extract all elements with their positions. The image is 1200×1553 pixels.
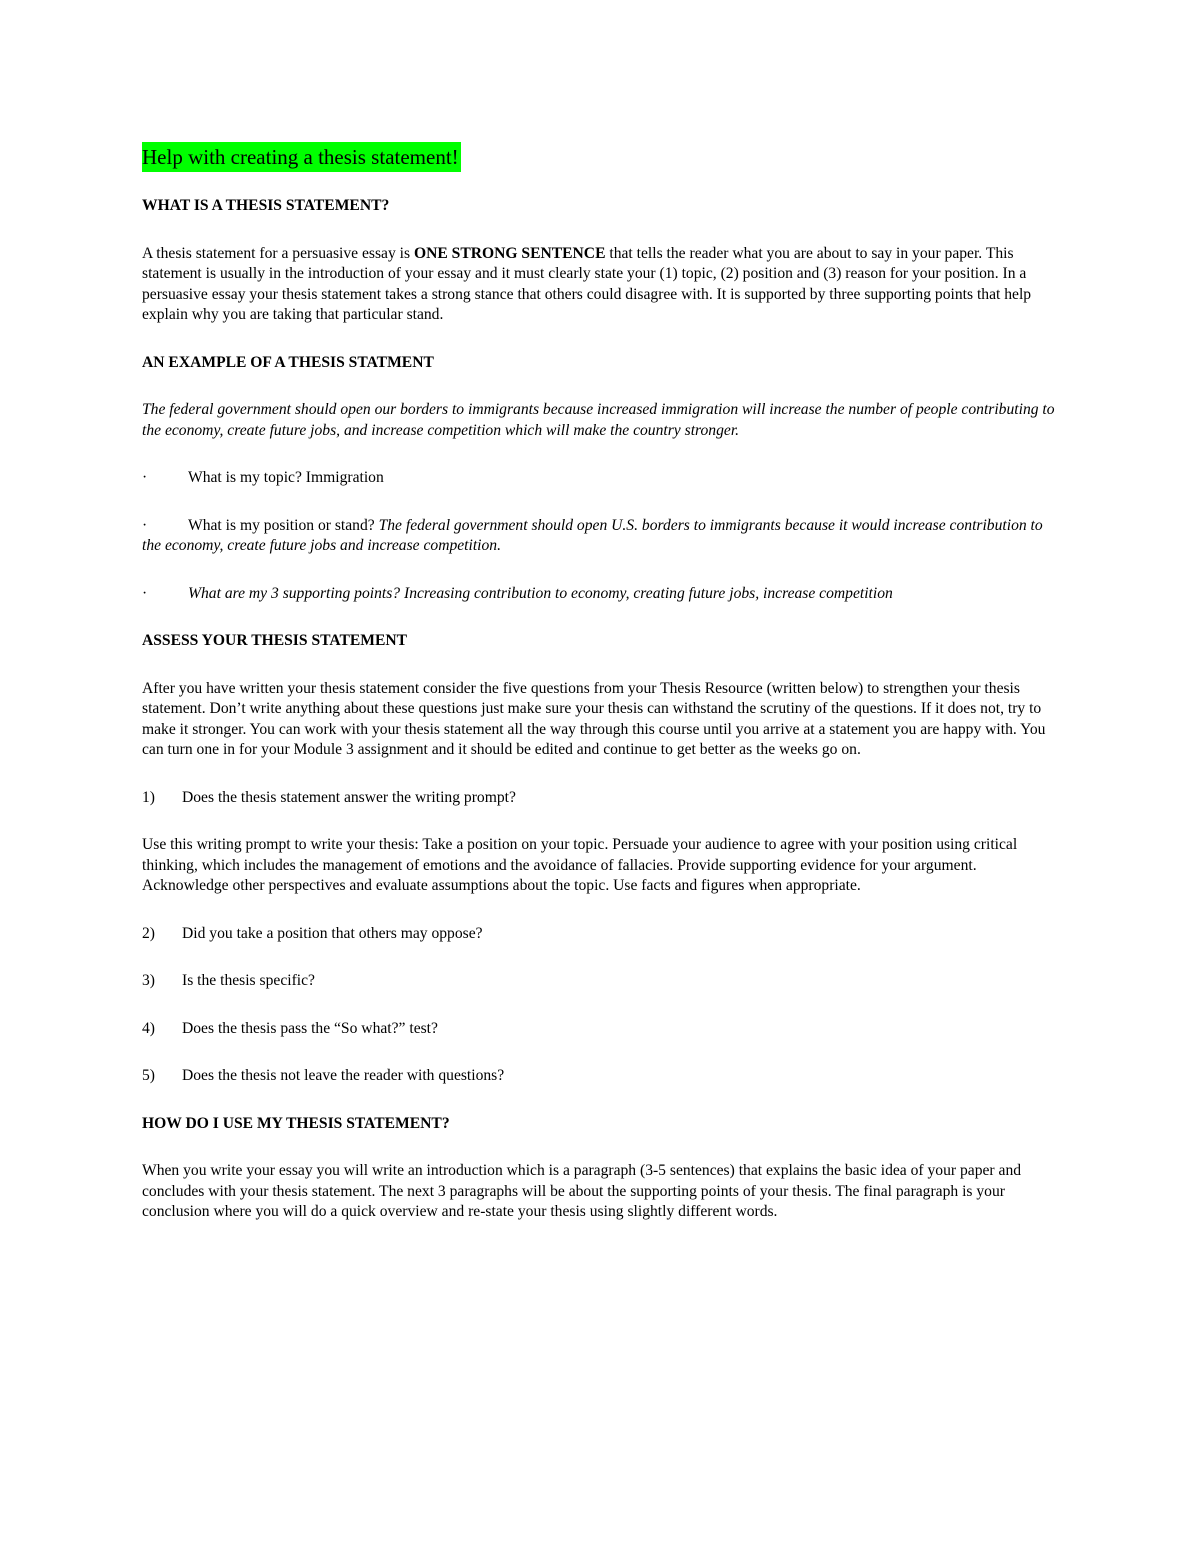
heading-how-to-use: HOW DO I USE MY THESIS STATEMENT?	[142, 1114, 450, 1132]
bullet-text-supporting-points: What are my 3 supporting points? Increasing contribution to economy, creating future jobs, increase competition	[188, 584, 893, 602]
question-text: Is the thesis specific?	[182, 972, 315, 989]
list-item-position	[142, 516, 1062, 557]
heading-what-is-thesis: WHAT IS A THESIS STATEMENT?	[142, 197, 390, 214]
example-thesis: The federal government should open our borders to immigrants because increased immigration will increase the number of people contributing to the economy, create future jobs, and increase competition which will make the country stronger.	[142, 401, 1055, 439]
definition-text-end: that tells the reader what you are about to say in your paper. This statement is usually in the introduction of your essay and it must clearly state your (1) topic, (2) position and (3) reason for your position. In a persuasive essay your thesis statement takes a strong stance that others could disagree with. It is supported by three supporting points that help explain why you are taking that particular stand.	[142, 244, 1032, 323]
thesis-definition-paragraph	[142, 244, 1062, 326]
question-number: 3)	[142, 972, 155, 989]
bullet-text-position-a: The federal government should open U.S. borders to immigrants because it would increase contribution to the economy, create future jobs and increase competition.	[142, 516, 1043, 554]
question-number: 1)	[142, 788, 155, 806]
question-1	[142, 788, 1062, 809]
question-3	[142, 971, 1062, 992]
list-item-supporting-points	[142, 584, 1062, 605]
heading-assess: ASSESS YOUR THESIS STATEMENT	[142, 632, 408, 649]
list-item-topic	[142, 468, 1062, 489]
question-number: 4)	[142, 1019, 155, 1037]
definition-emphasis: ONE STRONG SENTENCE	[413, 244, 606, 262]
question-2	[142, 924, 1062, 945]
how-to-use-paragraph: When you write your essay you will write an introduction which is a paragraph (3-5 sentences) that explains the basic idea of your paper and concludes with your thesis statement. The next 3 paragraphs will be about the supporting points of your thesis. The final paragraph is your conclusion where you will do a quick overview and re-state your thesis using slightly different words.	[142, 1162, 1022, 1220]
question-text: Does the thesis not leave the reader with questions?	[182, 1067, 505, 1084]
question-text: Did you take a position that others may oppose?	[182, 924, 483, 942]
document-page	[142, 140, 1062, 1223]
page-title: Help with creating a thesis statement!	[142, 142, 461, 172]
question-number: 2)	[142, 924, 155, 942]
bullet-text-topic: What is my topic? Immigration	[188, 469, 384, 486]
question-number: 5)	[142, 1067, 155, 1084]
bullet-icon: ·	[142, 584, 148, 602]
question-text: Does the thesis statement answer the writing prompt?	[182, 788, 516, 806]
bullet-text-position-q: What is my position or stand?	[188, 516, 379, 534]
question-5	[142, 1066, 1062, 1087]
definition-text-start: A thesis statement for a persuasive essay is	[142, 244, 414, 262]
bullet-icon: ·	[142, 469, 148, 486]
assess-paragraph: After you have written your thesis statement consider the five questions from your Thesis Resource (written below) to strengthen your thesis statement. Don’t write anything about these questions just make sure your thesis can withstand the scrutiny of the questions. If it does not, try to make it stronger. You can work with your thesis statement all the way through this course until you arrive at a statement you are happy with. You can turn one in for your Module 3 assignment and it should be edited and continue to get better as the weeks go on.	[142, 679, 1046, 758]
question-text: Does the thesis pass the “So what?” test?	[182, 1019, 438, 1037]
heading-example: AN EXAMPLE OF A THESIS STATMENT	[142, 353, 434, 371]
question-4	[142, 1019, 1062, 1040]
writing-prompt-paragraph: Use this writing prompt to write your thesis: Take a position on your topic. Persuade your audience to agree with your position using critical thinking, which includes the management of emotions and the avoidance of fallacies. Provide supporting evidence for your argument. Acknowledge other perspectives and evaluate assumptions about the topic. Use facts and figures when appropriate.	[142, 836, 1018, 894]
bullet-icon: ·	[142, 516, 148, 534]
